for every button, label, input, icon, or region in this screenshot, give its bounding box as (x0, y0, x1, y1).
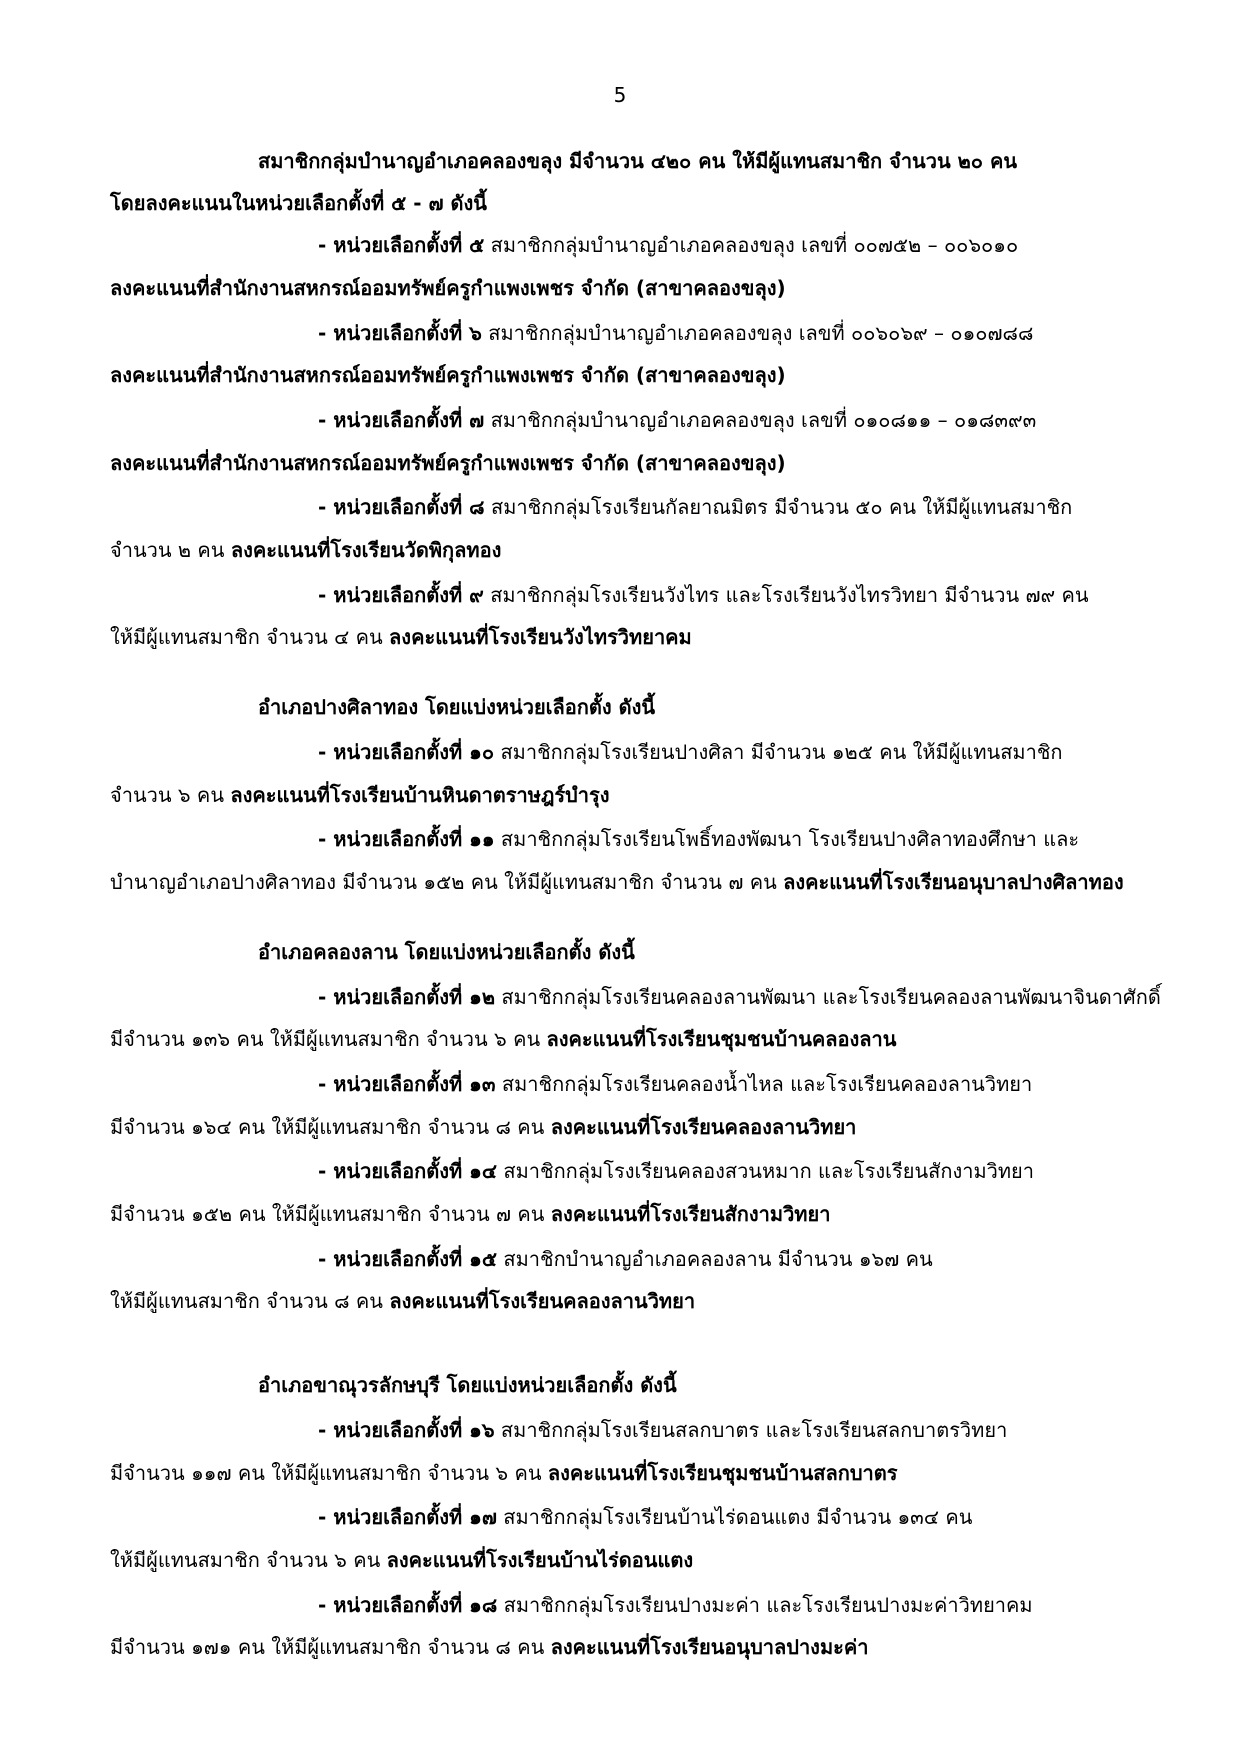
unit-17-line (318, 1502, 972, 1532)
unit-label: - หน่วยเลือกตั้งที่ ๑๒ (318, 985, 496, 1009)
unit-voting-place: ลงคะแนนที่โรงเรียนบ้านไร่ดอนแตง (386, 1548, 694, 1572)
unit-11-line (318, 824, 1079, 854)
intro-line-2: โดยลงคะแนนในหน่วยเลือกตั้งที่ ๕ - ๗ ดังนี้ (110, 191, 487, 215)
unit-voting-place: ลงคะแนนที่โรงเรียนวังไทรวิทยาคม (389, 625, 692, 649)
unit-detail: ให้มีผู้แทนสมาชิก จำนวน ๔ คน (110, 625, 390, 649)
unit-14-line (318, 1156, 1034, 1186)
unit-18-continuation (110, 1632, 868, 1662)
unit-label: - หน่วยเลือกตั้งที่ ๑๗ (318, 1505, 497, 1529)
unit-9-line (318, 580, 1089, 610)
unit-15-continuation (110, 1286, 695, 1316)
unit-detail: บำนาญอำเภอปางศิลาทอง มีจำนวน ๑๕๒ คน ให้มีผู้แทนสมาชิก จำนวน ๗ คน (110, 870, 784, 894)
unit-text: สมาชิกกลุ่มโรงเรียนปางมะค่า และโรงเรียนปางมะค่าวิทยาคม (497, 1593, 1033, 1617)
unit-voting-place: ลงคะแนนที่โรงเรียนอนุบาลปางศิลาทอง (783, 870, 1124, 894)
unit-text: สมาชิกกลุ่มโรงเรียนบ้านไร่ดอนแตง มีจำนวน ๑๓๔ คน (496, 1505, 973, 1529)
unit-16-line (318, 1415, 1007, 1445)
unit-label: - หน่วยเลือกตั้งที่ ๑๖ (318, 1418, 495, 1442)
unit-detail: มีจำนวน ๑๕๒ คน ให้มีผู้แทนสมาชิก จำนวน ๗ คน (110, 1202, 551, 1226)
unit-text: สมาชิกกลุ่มโรงเรียนกัลยาณมิตร มีจำนวน ๕๐ คน ให้มีผู้แทนสมาชิก (484, 495, 1073, 519)
unit-6-line (318, 318, 1033, 348)
unit-voting-place: ลงคะแนนที่โรงเรียนชุมชนบ้านคลองลาน (546, 1027, 897, 1051)
unit-text: สมาชิกกลุ่มโรงเรียนวังไทร และโรงเรียนวังไทรวิทยา มีจำนวน ๗๙ คน (483, 583, 1089, 607)
unit-8-line (318, 492, 1072, 522)
unit-voting-place: ลงคะแนนที่โรงเรียนบ้านหินดาตราษฎร์บำรุง (230, 783, 610, 807)
unit-text: สมาชิกกลุ่มบำนาญอำเภอคลองขลุง เลขที่ ๐๑๐๘๑๑ – ๐๑๘๓๙๓ (484, 408, 1037, 432)
unit-12-line (318, 982, 1161, 1012)
unit-label: - หน่วยเลือกตั้งที่ ๑๘ (318, 1593, 498, 1617)
unit-voting-place: ลงคะแนนที่โรงเรียนสักงามวิทยา (550, 1202, 831, 1226)
unit-label: - หน่วยเลือกตั้งที่ ๖ (318, 321, 482, 345)
unit-label: - หน่วยเลือกตั้งที่ ๗ (318, 408, 485, 432)
unit-7-line (318, 405, 1036, 435)
unit-voting-place: ลงคะแนนที่โรงเรียนคลองลานวิทยา (550, 1115, 857, 1139)
unit-10-continuation (110, 780, 610, 810)
unit-13-line (318, 1069, 1032, 1099)
unit-voting-place: ลงคะแนนที่โรงเรียนคลองลานวิทยา (389, 1289, 696, 1313)
unit-16-continuation (110, 1458, 897, 1488)
unit-detail: มีจำนวน ๑๓๖ คน ให้มีผู้แทนสมาชิก จำนวน ๖ คน (110, 1027, 547, 1051)
unit-label: - หน่วยเลือกตั้งที่ ๑๑ (318, 827, 495, 851)
unit-detail: มีจำนวน ๑๖๔ คน ให้มีผู้แทนสมาชิก จำนวน ๘ คน (110, 1115, 551, 1139)
unit-9-continuation (110, 622, 692, 652)
unit-12-continuation (110, 1024, 896, 1054)
unit-detail: จำนวน ๖ คน (110, 783, 231, 807)
unit-text: สมาชิกกลุ่มโรงเรียนปางศิลา มีจำนวน ๑๒๕ คน ให้มีผู้แทนสมาชิก (494, 740, 1063, 764)
unit-5-voting-place: ลงคะแนนที่สำนักงานสหกรณ์ออมทรัพย์ครูกำแพงเพชร จำกัด (สาขาคลองขลุง) (110, 276, 786, 300)
unit-15-line (318, 1244, 933, 1274)
unit-detail: ให้มีผู้แทนสมาชิก จำนวน ๖ คน (110, 1548, 387, 1572)
unit-text: สมาชิกกลุ่มบำนาญอำเภอคลองขลุง เลขที่ ๐๐๗๕๒ – ๐๐๖๐๑๐ (484, 233, 1019, 257)
unit-label: - หน่วยเลือกตั้งที่ ๑๕ (318, 1247, 498, 1271)
unit-label: - หน่วยเลือกตั้งที่ ๑๓ (318, 1072, 496, 1096)
intro-line-1: สมาชิกกลุ่มบำนาญอำเภอคลองขลุง มีจำนวน ๔๒๐ คน ให้มีผู้แทนสมาชิก จำนวน ๒๐ คน (258, 149, 1017, 173)
unit-10-line (318, 737, 1063, 767)
unit-17-continuation (110, 1545, 693, 1575)
unit-13-continuation (110, 1112, 856, 1142)
unit-label: - หน่วยเลือกตั้งที่ ๙ (318, 583, 484, 607)
unit-text: สมาชิกบำนาญอำเภอคลองลาน มีจำนวน ๑๖๗ คน (497, 1247, 933, 1271)
unit-label: - หน่วยเลือกตั้งที่ ๕ (318, 233, 485, 257)
unit-label: - หน่วยเลือกตั้งที่ ๘ (318, 495, 485, 519)
unit-text: สมาชิกกลุ่มโรงเรียนคลองน้ำไหล และโรงเรียนคลองลานวิทยา (495, 1072, 1033, 1096)
unit-detail: มีจำนวน ๑๑๗ คน ให้มีผู้แทนสมาชิก จำนวน ๖ คน (110, 1461, 548, 1485)
unit-7-voting-place: ลงคะแนนที่สำนักงานสหกรณ์ออมทรัพย์ครูกำแพงเพชร จำกัด (สาขาคลองขลุง) (110, 451, 786, 475)
unit-detail: จำนวน ๒ คน (110, 538, 231, 562)
unit-text: สมาชิกกลุ่มโรงเรียนคลองสวนหมาก และโรงเรียนสักงามวิทยา (497, 1159, 1034, 1183)
page-number: 5 (613, 83, 627, 107)
section-heading-klonglan: อำเภอคลองลาน โดยแบ่งหน่วยเลือกตั้ง ดังนี้ (258, 940, 635, 964)
section-heading-pangsila: อำเภอปางศิลาทอง โดยแบ่งหน่วยเลือกตั้ง ดังนี้ (258, 695, 656, 719)
unit-detail: มีจำนวน ๑๗๑ คน ให้มีผู้แทนสมาชิก จำนวน ๘ คน (110, 1635, 551, 1659)
unit-label: - หน่วยเลือกตั้งที่ ๑๐ (318, 740, 495, 764)
unit-voting-place: ลงคะแนนที่โรงเรียนอนุบาลปางมะค่า (550, 1635, 869, 1659)
unit-18-line (318, 1590, 1033, 1620)
unit-text: สมาชิกกลุ่มโรงเรียนโพธิ์ทองพัฒนา โรงเรียนปางศิลาทองศึกษา และ (494, 827, 1080, 851)
unit-14-continuation (110, 1199, 830, 1229)
unit-8-continuation (110, 535, 501, 565)
unit-5-line (318, 230, 1018, 260)
section-heading-khanuworalaksaburi: อำเภอขาณุวรลักษบุรี โดยแบ่งหน่วยเลือกตั้ง ดังนี้ (258, 1373, 677, 1397)
unit-label: - หน่วยเลือกตั้งที่ ๑๔ (318, 1159, 498, 1183)
unit-6-voting-place: ลงคะแนนที่สำนักงานสหกรณ์ออมทรัพย์ครูกำแพงเพชร จำกัด (สาขาคลองขลุง) (110, 363, 786, 387)
unit-text: สมาชิกกลุ่มโรงเรียนคลองลานพัฒนา และโรงเรียนคลองลานพัฒนาจินดาศักดิ์ (495, 985, 1161, 1009)
unit-11-continuation (110, 867, 1124, 897)
unit-voting-place: ลงคะแนนที่โรงเรียนชุมชนบ้านสลกบาตร (547, 1461, 898, 1485)
unit-text: สมาชิกกลุ่มบำนาญอำเภอคลองขลุง เลขที่ ๐๐๖๐๖๙ – ๐๑๐๗๘๘ (481, 321, 1034, 345)
unit-voting-place: ลงคะแนนที่โรงเรียนวัดพิกุลทอง (230, 538, 502, 562)
unit-text: สมาชิกกลุ่มโรงเรียนสลกบาตร และโรงเรียนสลกบาตรวิทยา (494, 1418, 1008, 1442)
unit-detail: ให้มีผู้แทนสมาชิก จำนวน ๘ คน (110, 1289, 390, 1313)
